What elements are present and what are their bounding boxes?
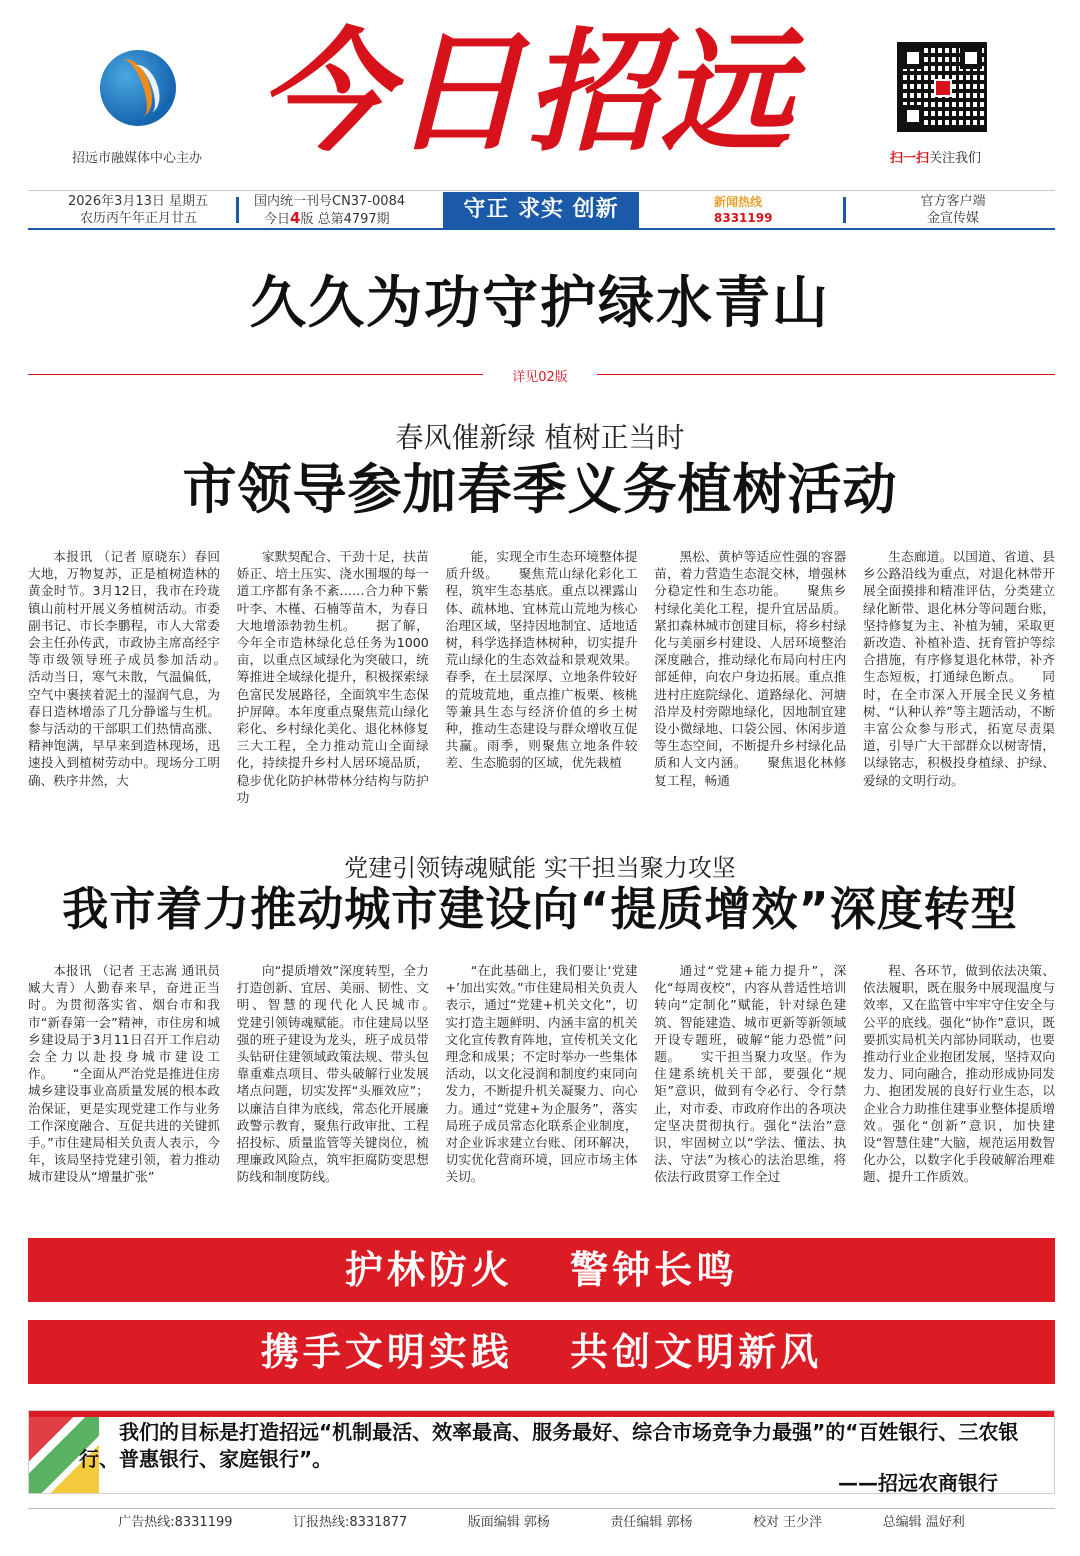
hotline-number: 8331199 [714,211,773,225]
newspaper-logo [100,50,180,130]
newspaper-title: 今日招远 [258,15,794,170]
article2-column: 程、各环节，做到依法决策、依法履职，既在服务中展现温度与效率，又在监管中牢牢守住安全与公平的底线。强化“协作”意识，既要抓实局机关内部协同联动，也要推动行业企业抱团发展，坚持双向发力、同向融合，推动形成协同发力、抱团发展的良好行业生态，以企业合力助推住建事业整体提质增效。强化“创新”意识，加快建设“智慧住建”大脑，规范运用数智化办公，以数字化手段破解治理难题、提升工作质效。 [863,963,1055,1185]
date-lunar: 农历丙午年正月廿五 [80,211,198,226]
issue-info-bar [28,190,1055,230]
article1-column: 本报讯 （记者 原晓东）春回大地，万物复苏，正是植树造林的黄金时节。3月12日，我市在玲珑镇山前村开展义务植树活动。市委副书记、市长李鹏程，市人大常委会主任孙传武，市政协主席高经宇等市级领导班子成员参加活动。 活动当日，寒气未散，气温偏低，空气中裹挟着泥土的湿润气息，为春日造林增添了几分静谧与生机。参与活动的干部职工们热情高涨、精神饱满，早早来到造林现场，迅速投入到植树劳动中。现场分工明确、秩序井然，大 [28,549,220,788]
article1-column: 黑松、黄栌等适应性强的容器苗，着力营造生态混交林，增强林分稳定性和生态功能。 聚焦乡村绿化美化工程，提升宜居品质。紧扣森林城市创建目标，将乡村绿化与美丽乡村建设、人居环境整治深度融合，推动绿化布局向村庄内部延伸，向农户身边拓展。重点推进村庄庭院绿化、道路绿化、河塘沿岸及村旁隙地绿化，因地制宜建设小微绿地、口袋公园、休闲步道等生态空间，不断提升乡村绿化品质和人文内涵。 聚焦退化林修复工程，畅通 [654,549,847,788]
article2-column: “在此基础上，我们要让‘党建+’加出实效。”市住建局相关负责人表示，通过“党建+机关文化”，切实打造主题鲜明、内涵丰富的机关文化宣传教育阵地，宣传机关文化理念和成果；不定时举办一些集体活动，以文化浸润和制度约束同向发力，不断提升机关凝聚力、向心力。通过“党建+为企服务”，落实局班子成员常态化联系企业制度，对企业诉求建立台账、闭环解决，切实优化营商环境，回应市场主体关切。 [445,963,638,1185]
footer-ad-hotline: 广告热线:8331199 [118,1515,233,1530]
news-hotline [714,194,772,226]
article2-column: 通过“党建+能力提升”，深化“每周夜校”，内容从普适性培训转向“定制化”赋能，针对绿色建筑、智能建造、城市更新等新领域开设专题班，破解“能力恐慌”问题。 实干担当聚力攻坚。作为住建系统机关干部，要强化“规矩”意识，做到有令必行、令行禁止，对市委、市政府作出的各项决定坚决贯彻执行。强化“法治”意识，牢固树立以“学法、懂法、执法、守法”为核心的法治思维，将依法行政贯穿工作全过 [654,963,847,1185]
issn: 国内统一刊号CN37-0084 [254,194,406,209]
article1-headline[interactable]: 市领导参加春季义务植树活动 [182,458,898,521]
page-count: 4 [290,209,301,227]
article2-subhead: 党建引领铸魂赋能 实干担当聚力攻坚 [344,854,736,882]
rule-right [597,374,1055,375]
issue-date [68,193,258,227]
article1-column: 生态廊道。以国道、省道、县乡公路沿线为重点，对退化林带开展全面摸排和精准评估，分类建立绿化断带、退化林分等问题台账，坚持修复为主、补植为辅，采取更新改造、补植补造、抚育管护等综合措施，有序修复退化林带，补齐生态短板，打通绿色断点。 同时，在全市深入开展全民义务植树、“认种认养”等主题活动，不断丰富公众参与形式，拓宽尽责渠道，引导广大干部群众以树寄情，以绿铭志，积极投身植绿、护绿、爱绿的文明行动。 [863,549,1055,788]
civilization-banner: 携手文明实践 共创文明新风 [28,1320,1055,1384]
article2-column: 向“提质增效”深度转型，全力打造创新、宜居、美丽、韧性、文明、智慧的现代化人民城市。 党建引领铸魂赋能。市住建局以坚强的班子建设为龙头，班子成员带头钻研住建领域政策法规、带头包靠重难点项目、带头破解行业发展堵点问题，切实发挥“头雁效应”；以廉洁自律为底线，常态化开展廉政警示教育，聚焦行政审批、工程招投标、质量监管等关键岗位，梳理廉政风险点，筑牢拒腐防变思想防线和制度防线。 [236,963,429,1185]
scan-prefix: 扫一扫 [890,151,930,166]
divider [843,197,846,223]
page-footer [28,1508,1055,1536]
client-name: 金宣传媒 [926,211,979,226]
pages-total [254,210,434,228]
scan-prompt [890,147,981,166]
official-client [898,193,1008,227]
article2-headline[interactable]: 我市着力推动城市建设向“提质增效”深度转型 [62,882,1018,936]
issue-number [254,193,434,228]
article2-body [28,962,1055,1202]
bank-advertisement [28,1410,1055,1494]
scan-suffix: 关注我们 [929,151,982,166]
footer-editor-in-chief: 总编辑 温好利 [882,1515,965,1530]
hotline-label: 新闻热线 [714,195,763,209]
ad-signature: ——招远农商银行 [838,1471,998,1494]
footer-proofreader: 校对 王少泮 [752,1515,823,1530]
today-label: 今日 [264,212,291,227]
rule-left [28,374,483,375]
footer-responsible-editor: 责任编辑 郭杨 [610,1515,693,1530]
article1-body [28,548,1055,806]
ad-slogan: 我们的目标是打造招远“机制最活、效率最高、服务最好、综合市场竞争力最强”的“百姓银行、三农银行、普惠银行、家庭银行”。 [79,1420,1019,1471]
divider [236,197,239,223]
see-page-link[interactable]: 详见02版 [512,370,568,385]
fire-prevention-banner: 护林防火 警钟长鸣 [28,1238,1055,1302]
article1-subhead: 春风催新绿 植树正当时 [395,421,685,454]
motto-badge: 守正 求实 创新 [443,192,639,228]
qr-code-icon[interactable] [897,42,987,132]
article1-column: 能，实现全市生态环境整体提质升级。 聚焦荒山绿化彩化工程，筑牢生态基底。重点以裸露山体、疏林地、宜林荒山荒地为核心治理区域，坚持因地制宜、适地适树，科学选择造林树种，切实提升荒山绿化的生态效益和景观效果。春季，在土层深厚、立地条件较好的荒坡荒地，重点推广板栗、核桃等兼具生态与经济价值的乡土树种，推动生态建设与群众增收互促共赢。雨季，则聚焦立地条件较差、生态脆弱的区域，优先栽植 [445,549,638,771]
logo-circle-icon [100,50,176,126]
client-label: 官方客户端 [920,194,986,209]
footer-layout-editor: 版面编辑 郭杨 [467,1515,550,1530]
host-organization: 招远市融媒体中心主办 [72,151,203,166]
issue-total: 版 总第4797期 [300,212,390,227]
lead-headline[interactable]: 久久为功守护绿水青山 [250,271,830,336]
date-gregorian: 2026年3月13日 星期五 [68,194,209,209]
masthead [0,0,1080,180]
article2-column: 本报讯 （记者 王志嵩 通讯员 臧大青）人勤春来早，奋进正当时。为贯彻落实省、烟台市和我市“新春第一会”精神，市住房和城乡建设局于3月11日召开工作启动会全力以赴投身城市建设工作。 “全面从严治党是推进住房城乡建设事业高质量发展的根本政治保证，更是实现党建工作与业务工作深度融合、互促共进的关键抓手。”市住建局相关负责人表示，今年，该局坚持党建引领，着力推动城市建设从“增量扩张” [28,963,220,1185]
ad-top-bar [29,1411,1054,1417]
article1-column: 家默契配合、干劲十足，扶苗娇正、培土压实、浇水围堰的每一道工序都有条不紊……合力种下紫叶李、木槿、石楠等苗木，为春日大地增添勃勃生机。 据了解，今年全市造林绿化总任务为1000亩，以重点区域绿化为突破口，统筹推进全域绿化提升，积极探索绿色富民发展路径，全面筑牢生态保护屏障。本年度重点聚焦荒山绿化彩化、乡村绿化美化、退化林修复三大工程，全力推动荒山全面绿化，持续提升乡村人居环境品质，稳步优化防护林带林分结构与防护功 [236,549,429,805]
footer-subscription-hotline: 订报热线:8331877 [292,1515,408,1530]
